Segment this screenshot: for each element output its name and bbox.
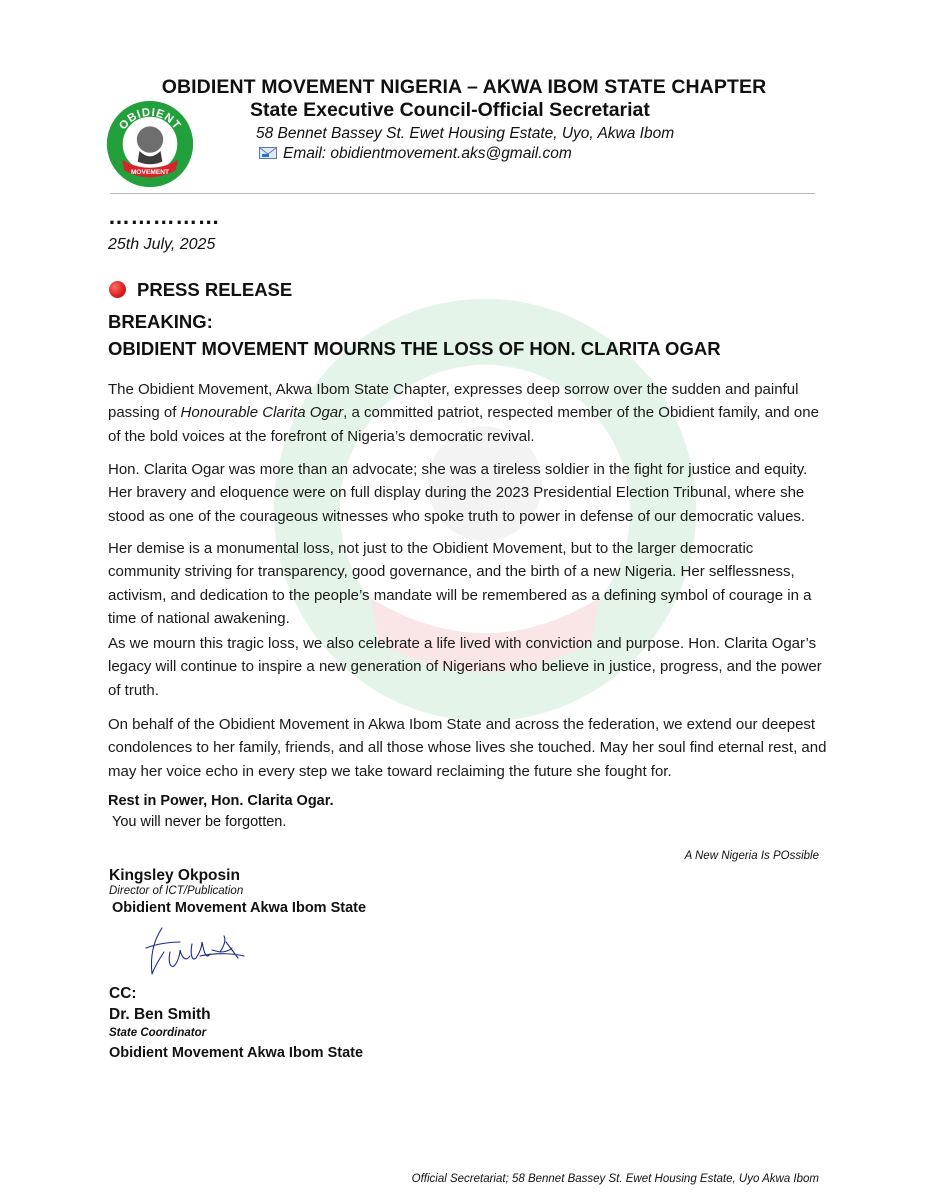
paragraph-1-start: The Obidient Movement, Akwa Ibom State Chapter, expresses deep sorrow over the sudden and painful passing of: [108, 381, 799, 422]
breaking-label: BREAKING:: [108, 311, 213, 332]
letter-date: 25th July, 2025: [108, 236, 216, 253]
honoree-name: Honourable Clarita Ogar: [180, 404, 344, 422]
slogan: A New Nigeria Is POssible: [684, 850, 819, 862]
header-email: [259, 145, 572, 163]
handwritten-signature: [140, 922, 245, 980]
obidient-logo: [106, 100, 194, 188]
closing-bold: Rest in Power, Hon. Clarita Ogar.: [108, 793, 334, 809]
envelope-icon: [259, 147, 277, 159]
header-address: 58 Bennet Bassey St. Ewet Housing Estate, Uyo, Akwa Ibom: [256, 125, 675, 142]
cc-label: CC:: [109, 985, 137, 1002]
press-release-label: PRESS RELEASE: [137, 279, 293, 300]
header-divider: [110, 193, 815, 194]
paragraph-1-end: , a committed patriot, respected member of the Obidient family, and one of the bold voices at the forefront of Nigeria’s democratic revival.: [108, 404, 819, 445]
paragraph-1: [108, 378, 828, 448]
signatory-org: Obidient Movement Akwa Ibom State: [112, 900, 367, 916]
cc-role: State Coordinator: [109, 1027, 207, 1039]
signatory-role: Director of ICT/Publication: [109, 885, 244, 897]
paragraph-2: Hon. Clarita Ogar was more than an advocate; she was a tireless soldier in the fight for justice and equity. Her bravery and eloquence were on full display during the 2023 Presidential Election Tribunal, where she stood as one of the courageous witnesses who spoke truth to power in defense of our democratic values.: [108, 461, 808, 525]
organization-title: OBIDIENT MOVEMENT NIGERIA – AKWA IBOM STATE CHAPTER: [161, 76, 767, 98]
press-release-heading: [109, 279, 292, 301]
cc-org: Obidient Movement Akwa Ibom State: [109, 1045, 364, 1061]
paragraph-5: On behalf of the Obidient Movement in Akwa Ibom State and across the federation, we extend our deepest condolences to her family, friends, and all those whose lives she touched. May her soul find eternal rest, and may her voice echo in every step we take toward reclaiming the future she fought for.: [108, 716, 827, 780]
red-circle-icon: [109, 281, 126, 298]
logo-top-text: OBIDIENT: [117, 106, 183, 133]
email-text: Email: obidientmovement.aks@gmail.com: [283, 145, 572, 162]
footer-address: Official Secretariat; 58 Bennet Bassey St. Ewet Housing Estate, Uyo Akwa Ibom: [411, 1173, 819, 1185]
paragraph-3: Her demise is a monumental loss, not just to the Obidient Movement, but to the larger democratic community striving for transparency, good governance, and the birth of a new Nigeria. Her selflessness, activism, and dedication to the people’s mandate will be remembered as a defining symbol of courage in a time of national awakening.: [108, 540, 812, 628]
secretariat-title: State Executive Council-Official Secretariat: [250, 99, 650, 121]
signatory-name: Kingsley Okposin: [109, 867, 240, 884]
paragraph-4: As we mourn this tragic loss, we also celebrate a life lived with conviction and purpose. Hon. Clarita Ogar’s legacy will continue to inspire a new generation of Nigerians who believe in justice, progress, and the power of truth.: [108, 635, 822, 699]
logo-bottom-text: MOVEMENT: [130, 168, 170, 176]
cc-name: Dr. Ben Smith: [109, 1006, 211, 1023]
reference-dots: ……………: [108, 204, 220, 229]
closing-line: You will never be forgotten.: [112, 814, 287, 830]
headline: OBIDIENT MOVEMENT MOURNS THE LOSS OF HON. CLARITA OGAR: [108, 338, 721, 359]
